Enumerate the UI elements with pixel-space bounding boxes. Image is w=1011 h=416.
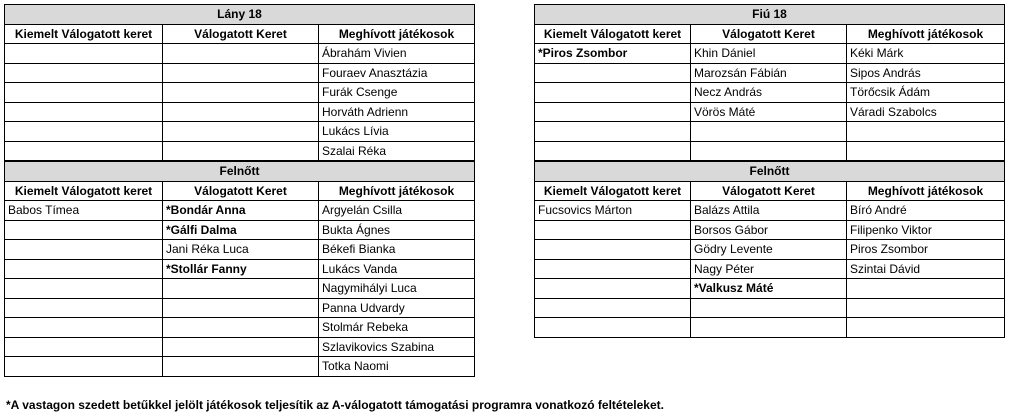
table-cell: Törőcsik Ádám [847,83,1005,103]
table-row [5,122,475,142]
table-cell [163,141,319,161]
table-cell [163,44,319,64]
column-header-valogatott: Válogatott Keret [163,24,319,44]
table-cell [163,83,319,103]
column-header-kiemelt: Kiemelt Válogatott keret [535,24,691,44]
table-cell: Furák Csenge [319,83,475,103]
table-cell [535,63,691,83]
table-cell: Borsos Gábor [691,220,847,240]
table-cell [847,318,1005,338]
table-row [535,259,1005,279]
table-cell: Lukács Lívia [319,122,475,142]
table-row [5,83,475,103]
table-cell [5,298,163,318]
table-cell [5,83,163,103]
table-cell [5,337,163,357]
table-cell [691,318,847,338]
table-cell [5,318,163,338]
table-cell: *Valkusz Máté [691,279,847,299]
table-cell: Argyelán Csilla [319,201,475,221]
column-header-valogatott: Válogatott Keret [691,24,847,44]
footnote: *A vastagon szedett betűkkel jelölt játékosok teljesítik az A-válogatott támogatási programra vonatkozó feltételeket. [6,398,664,412]
table-cell: Stolmár Rebeka [319,318,475,338]
table-cell: Fucsovics Márton [535,201,691,221]
table-cell: Sipos András [847,63,1005,83]
table-row [5,318,475,338]
girls-adult-table [4,161,475,377]
table-cell [535,240,691,260]
table-cell: Piros Zsombor [847,240,1005,260]
table-cell: *Piros Zsombor [535,44,691,64]
table-cell [163,63,319,83]
table-row [535,141,1005,161]
table-row [535,201,1005,221]
table-cell [535,122,691,142]
table-cell [5,357,163,377]
table-cell: Váradi Szabolcs [847,102,1005,122]
table-cell: Bíró André [847,201,1005,221]
column-header-meghivott: Meghívott játékosok [847,181,1005,201]
table-cell [163,337,319,357]
table-cell [163,318,319,338]
table-row [535,44,1005,64]
table-cell [5,44,163,64]
table-row [535,83,1005,103]
table-cell: Szlavikovics Szabina [319,337,475,357]
table-row [5,201,475,221]
table-cell: Békefi Bianka [319,240,475,260]
table-cell: Nagy Péter [691,259,847,279]
table-cell [5,63,163,83]
table-cell [5,102,163,122]
table-cell: Bukta Ágnes [319,220,475,240]
table-cell [163,298,319,318]
column-header-kiemelt: Kiemelt Válogatott keret [535,181,691,201]
table-cell: Vörös Máté [691,102,847,122]
table-cell [5,122,163,142]
column-header-kiemelt: Kiemelt Válogatott keret [5,181,163,201]
table-cell [163,122,319,142]
table-cell [5,141,163,161]
table-cell [163,357,319,377]
table-row [5,141,475,161]
table-cell [163,102,319,122]
table-row [5,279,475,299]
table-cell [535,298,691,318]
table-cell [847,298,1005,318]
table-cell: Jani Réka Luca [163,240,319,260]
table-row [5,357,475,377]
column-header-meghivott: Meghívott játékosok [319,24,475,44]
table-cell [535,141,691,161]
table-cell [535,83,691,103]
table-cell: *Gálfi Dalma [163,220,319,240]
table-row [535,279,1005,299]
table-cell [535,318,691,338]
table-row [5,102,475,122]
table-row [535,122,1005,142]
column-header-valogatott: Válogatott Keret [163,181,319,201]
table-cell [535,259,691,279]
table-row [535,318,1005,338]
table-cell [535,279,691,299]
table-cell: Fouraev Anasztázia [319,63,475,83]
girls-u18-table [4,4,475,161]
table-cell: Horváth Adrienn [319,102,475,122]
table-cell: Filipenko Viktor [847,220,1005,240]
column-header-meghivott: Meghívott játékosok [319,181,475,201]
table-cell: Gödry Levente [691,240,847,260]
section-title: Lány 18 [5,5,475,25]
column-header-valogatott: Válogatott Keret [691,181,847,201]
table-row [5,44,475,64]
table-row [535,102,1005,122]
table-cell: Babos Tímea [5,201,163,221]
table-cell: Khin Dániel [691,44,847,64]
table-cell: Szalai Réka [319,141,475,161]
table-row [535,298,1005,318]
table-row [5,298,475,318]
table-cell [535,220,691,240]
column-header-kiemelt: Kiemelt Válogatott keret [5,24,163,44]
table-row [5,240,475,260]
table-cell: Balázs Attila [691,201,847,221]
table-cell [163,279,319,299]
table-cell [5,279,163,299]
table-cell: Marozsán Fábián [691,63,847,83]
section-title: Felnőtt [5,162,475,182]
table-row [535,240,1005,260]
table-cell: Totka Naomi [319,357,475,377]
section-title: Felnőtt [535,162,1005,182]
table-row [5,63,475,83]
table-cell [691,141,847,161]
table-cell [5,240,163,260]
boys-adult-table [534,161,1005,338]
table-row [5,220,475,240]
table-row [535,63,1005,83]
table-cell: Szintai Dávid [847,259,1005,279]
section-title: Fiú 18 [535,5,1005,25]
table-cell [5,259,163,279]
column-header-meghivott: Meghívott játékosok [847,24,1005,44]
table-row [5,259,475,279]
table-cell [847,122,1005,142]
table-cell [691,298,847,318]
table-row [535,220,1005,240]
table-cell: Panna Udvardy [319,298,475,318]
table-cell: *Stollár Fanny [163,259,319,279]
table-cell: *Bondár Anna [163,201,319,221]
table-cell [847,279,1005,299]
boys-u18-table [534,4,1005,161]
table-cell [691,122,847,142]
table-cell: Ábrahám Vivien [319,44,475,64]
table-cell: Lukács Vanda [319,259,475,279]
table-cell [5,220,163,240]
table-cell [535,102,691,122]
table-cell: Kéki Márk [847,44,1005,64]
table-cell: Nagymihályi Luca [319,279,475,299]
table-row [5,337,475,357]
table-cell: Necz András [691,83,847,103]
table-cell [847,141,1005,161]
